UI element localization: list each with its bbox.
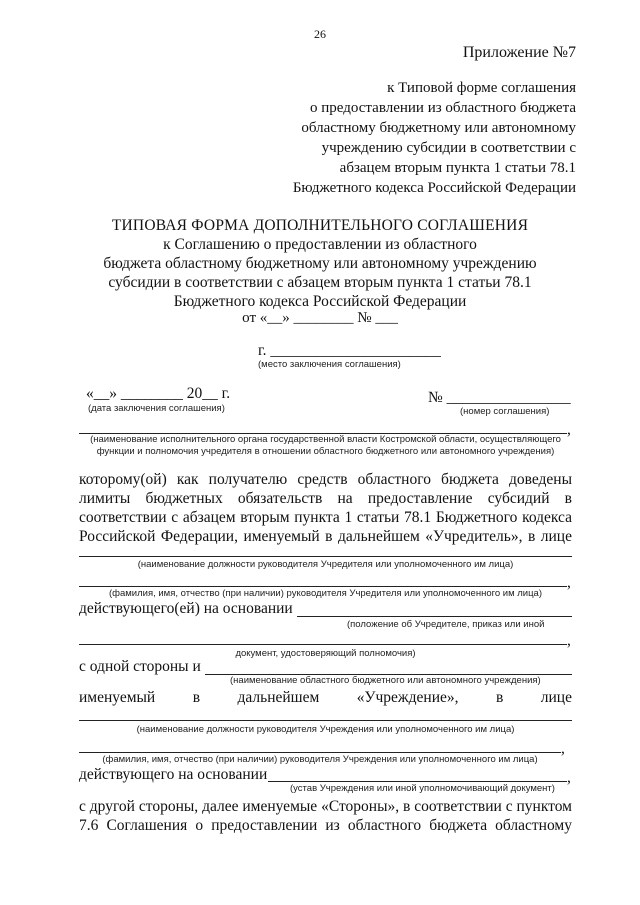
- appendix-ref-line: областному бюджетному или автономному: [301, 120, 576, 136]
- inst-position-underline: [79, 720, 572, 721]
- date-field: «__» ________ 20__ г.: [86, 385, 231, 402]
- appendix-ref-line: к Типовой форме соглашения: [387, 80, 576, 96]
- from-line: от «__» ________ № ___: [242, 310, 398, 326]
- appendix-ref-line: Бюджетного кодекса Российской Федерации: [292, 180, 576, 196]
- date-caption: (дата заключения соглашения): [88, 403, 225, 414]
- founder-basis-caption-2: документ, удостоверяющий полномочия): [235, 648, 416, 659]
- number-field: № ________________: [428, 389, 571, 406]
- authority-caption: (наименование исполнительного органа государственной власти Костромской области, осуществляющего функции и полномочия учредителя в отношении областного бюджетного или автономного учреждения): [90, 434, 561, 457]
- place-caption: (место заключения соглашения): [258, 359, 401, 370]
- title-heading: ТИПОВАЯ ФОРМА ДОПОЛНИТЕЛЬНОГО СОГЛАШЕНИЯ: [111, 217, 529, 234]
- founder-basis-underline: [297, 616, 572, 617]
- appendix-label: Приложение №7: [462, 44, 576, 61]
- acting-on-basis-label: действующего(ей) на основании: [79, 600, 293, 617]
- body-paragraph-1-line: Российской Федерации, именуемый в дальнейшем «Учредитель», в лице: [79, 528, 572, 545]
- institution-line: [79, 688, 572, 707]
- document-title: [0, 216, 640, 311]
- acting-on-basis-label-2: действующего на основании: [79, 766, 268, 783]
- body-paragraph-1-line: лимиты бюджетных обязательств на предоставление субсидий в: [79, 490, 572, 507]
- appendix-ref-line: абзацем вторым пункта 1 статьи 78.1: [339, 160, 576, 176]
- institution-word: в: [495, 689, 504, 706]
- body-paragraph-2-line: 7.6 Соглашения о предоставлении из областного бюджета областному: [79, 817, 572, 834]
- number-caption: (номер соглашения): [460, 406, 550, 417]
- institution-word: лице: [540, 689, 572, 706]
- institution-word: дальнейшем: [237, 689, 320, 706]
- founder-name-underline: [79, 586, 567, 587]
- page-number: 26: [314, 27, 326, 41]
- title-line: субсидии в соответствии с абзацем вторым пункта 1 статьи 78.1: [108, 274, 532, 291]
- inst-name-underline: [79, 752, 561, 753]
- place-field: г. ______________________: [258, 342, 441, 359]
- founder-basis-underline-2: [79, 644, 567, 645]
- inst-position-caption: (наименование должности руководителя Учреждения или уполномоченного им лица): [136, 724, 515, 735]
- founder-basis-caption: (положение об Учредителе, приказ или иной: [347, 619, 545, 630]
- body-paragraph-1-line: которому(ой) как получателю средств областного бюджета доведены: [79, 471, 572, 488]
- institution-caption: (наименование областного бюджетного или автономного учреждения): [230, 675, 541, 686]
- title-line: бюджета областному бюджетному или автономному учреждению: [103, 255, 537, 272]
- appendix-reference: [236, 78, 576, 198]
- founder-position-underline: [79, 556, 572, 557]
- title-line: к Соглашению о предоставлении из областного: [163, 236, 477, 253]
- one-side-label: с одной стороны и: [79, 658, 201, 675]
- body-paragraph-2-line: с другой стороны, далее именуемые «Стороны», в соответствии с пунктом: [79, 798, 572, 815]
- inst-basis-underline: [268, 781, 567, 782]
- body-paragraph-1-line: соответствии с абзацем вторым пункта 1 статьи 78.1 Бюджетного кодекса: [79, 509, 572, 526]
- institution-word: «Учреждение»,: [356, 689, 459, 706]
- appendix-ref-line: о предоставлении из областного бюджета: [310, 100, 576, 116]
- appendix-ref-line: учреждению субсидии в соответствии с: [321, 140, 576, 156]
- founder-position-caption: (наименование должности руководителя Учредителя или уполномоченного им лица): [137, 559, 514, 570]
- inst-name-caption: (фамилия, имя, отчество (при наличии) руководителя Учреждения или уполномоченного им лица): [102, 754, 538, 765]
- institution-word: именуемый: [79, 689, 156, 706]
- title-line: Бюджетного кодекса Российской Федерации: [173, 293, 467, 310]
- institution-word: в: [192, 689, 201, 706]
- inst-basis-caption: (устав Учреждения или иной уполномочивающий документ): [290, 783, 555, 794]
- founder-name-caption: (фамилия, имя, отчество (при наличии) руководителя Учредителя или уполномоченного им лица): [109, 588, 542, 599]
